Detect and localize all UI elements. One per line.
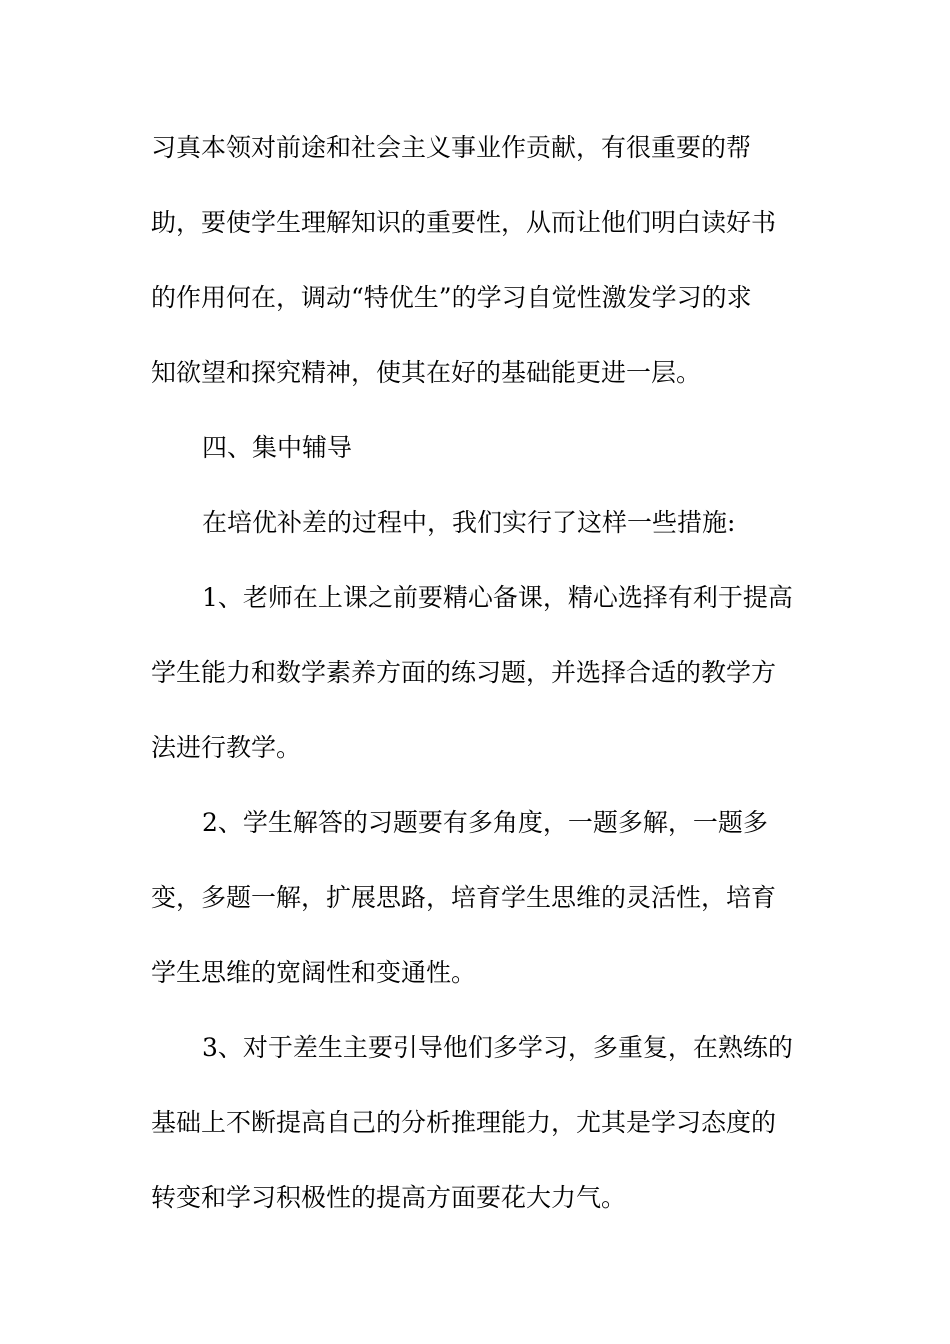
text-line: 知欲望和探究精神，使其在好的基础能更进一层。 [151,358,702,387]
text-line: 在培优补差的过程中，我们实行了这样一些措施: [202,508,736,537]
list-item-1-line: 1、老师在上课之前要精心备课，精心选择有利于提高 [202,583,793,612]
list-item-1-line: 法进行教学。 [151,733,302,762]
text-line: 的作用何在，调动“特优生”的学习自觉性激发学习的求 [151,283,752,312]
text-line: 习真本领对前途和社会主义事业作贡献，有很重要的帮 [151,133,752,162]
list-item-1-line: 学生能力和数学素养方面的练习题，并选择合适的教学方 [151,658,777,687]
section-heading: 四、集中辅导 [202,433,353,462]
list-item-3-line: 基础上不断提高自己的分析推理能力，尤其是学习态度的 [151,1108,777,1137]
document-body [151,128,811,1253]
list-item-3-line: 3、对于差生主要引导他们多学习，多重复，在熟练的 [202,1033,793,1062]
list-item-3-line: 转变和学习积极性的提高方面要花大力气。 [151,1183,627,1212]
text-line: 助，要使学生理解知识的重要性，从而让他们明白读好书 [151,208,777,237]
list-item-2-line: 2、学生解答的习题要有多角度，一题多解，一题多 [202,808,768,837]
list-item-2-line: 变，多题一解，扩展思路，培育学生思维的灵活性，培育 [151,883,777,912]
list-item-2-line: 学生思维的宽阔性和变通性。 [151,958,477,987]
